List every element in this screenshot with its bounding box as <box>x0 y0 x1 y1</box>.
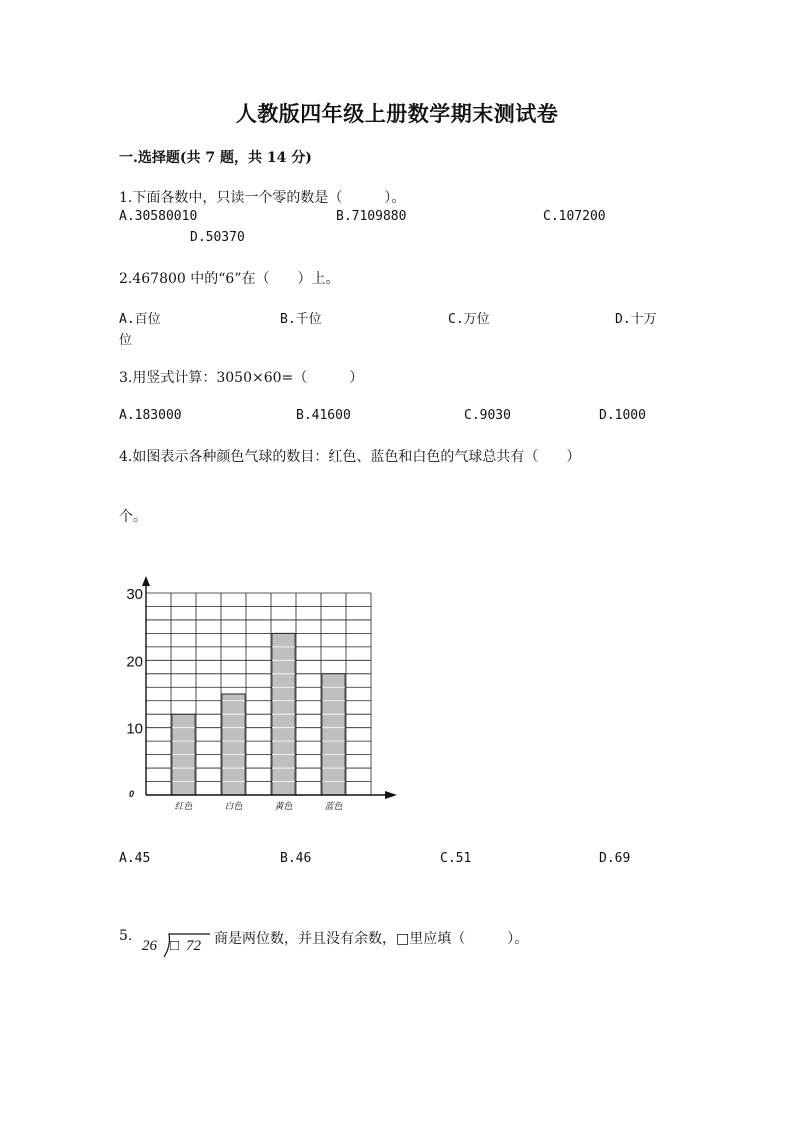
question-5-number: 5. <box>119 928 133 944</box>
question-2-option-b[interactable]: B.千位 <box>280 312 322 327</box>
question-2-option-d-wrap: 位 <box>119 333 133 348</box>
balloon-bar-chart <box>110 570 410 820</box>
chart-x-tick-labels <box>174 801 343 811</box>
question-2-option-d[interactable]: D.十万 <box>615 312 657 327</box>
long-division-figure <box>140 928 212 960</box>
question-5-stem: 商是两位数，并且没有余数，□里应填（ ）。 <box>214 931 529 947</box>
question-4-option-d[interactable]: D.69 <box>599 851 631 866</box>
y-tick-label-2: 20 <box>126 653 143 671</box>
question-1-stem: 1.下面各数中，只读一个零的数是（ ）。 <box>119 190 406 206</box>
x-tick-label-0: 红色 <box>174 801 193 811</box>
question-3-option-b[interactable]: B.41600 <box>296 408 351 423</box>
question-1-option-d[interactable]: D.50370 <box>190 230 245 245</box>
dividend-box: □ <box>170 938 180 954</box>
question-3-option-d[interactable]: D.1000 <box>599 408 646 423</box>
section-heading: 一.选择题(共 7 题，共 14 分) <box>119 150 312 166</box>
question-3-stem: 3.用竖式计算：3050×60=（ ） <box>119 370 364 386</box>
question-2-stem: 2.467800 中的“6”在（ ）上。 <box>119 271 340 287</box>
y-tick-label-3: 30 <box>126 586 143 603</box>
y-axis-arrow <box>142 576 150 586</box>
x-tick-label-1: 白色 <box>224 801 243 811</box>
question-4-stem-continued: 个。 <box>119 509 147 525</box>
dividend-digits: 72 <box>186 938 201 954</box>
x-axis-arrow <box>385 791 397 799</box>
question-4-stem: 4.如图表示各种颜色气球的数目：红色、蓝色和白色的气球总共有（ ） <box>119 449 581 465</box>
question-4-option-b[interactable]: B.46 <box>280 851 312 866</box>
question-4-option-a[interactable]: A.45 <box>119 851 151 866</box>
question-4-option-c[interactable]: C.51 <box>440 851 472 866</box>
divisor-value: 26 <box>142 938 157 954</box>
x-tick-label-2: 黄色 <box>274 801 293 811</box>
chart-y-tick-labels <box>126 586 143 799</box>
question-3-option-c[interactable]: C.9030 <box>464 408 511 423</box>
y-tick-label-0: 0 <box>128 789 134 799</box>
question-2-option-a[interactable]: A.百位 <box>119 312 161 327</box>
question-1-option-c[interactable]: C.107200 <box>543 209 606 224</box>
bar-1 <box>222 694 245 795</box>
question-3-option-a[interactable]: A.183000 <box>119 408 182 423</box>
y-tick-label-1: 10 <box>126 720 143 738</box>
bar-3 <box>322 674 345 795</box>
question-1-option-b[interactable]: B.7109880 <box>336 209 407 224</box>
question-2-option-c[interactable]: C.万位 <box>448 312 490 327</box>
question-1-option-a[interactable]: A.30580010 <box>119 209 198 224</box>
x-tick-label-3: 蓝色 <box>324 801 343 811</box>
page-title: 人教版四年级上册数学期末测试卷 <box>235 101 559 126</box>
